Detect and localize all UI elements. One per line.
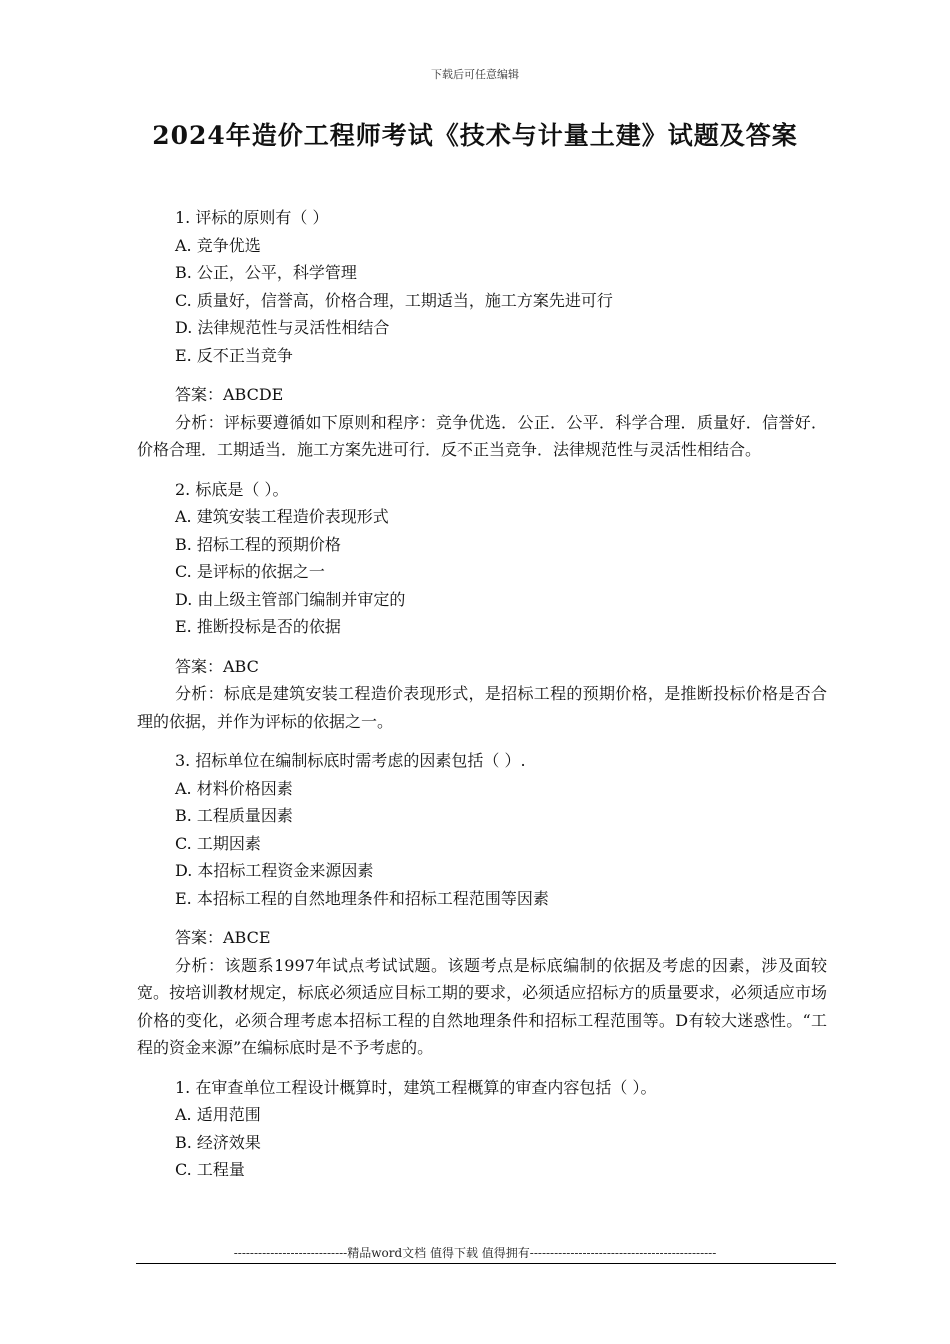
option-b: B. 公正，公平，科学管理 <box>175 263 357 282</box>
question-stem: 1. 在审查单位工程设计概算时，建筑工程概算的审查内容包括（ ）。 <box>175 1077 657 1097</box>
analysis: 分析：评标要遵循如下原则和程序：竞争优选．公正．公平．科学合理．质量好．信誉好．价格合理．工期适当．施工方案先进可行．反不正当竞争．法律规范性与灵活性相结合。 <box>137 412 827 459</box>
analysis: 分析：标底是建筑安装工程造价表现形式，是招标工程的预期价格，是推断投标价格是否合理的依据，并作为评标的依据之一。 <box>137 684 827 731</box>
footer-divider <box>136 1263 836 1264</box>
option-c: C. 是评标的依据之一 <box>175 562 325 581</box>
answer: 答案：ABC <box>175 656 259 676</box>
option-b: B. 经济效果 <box>175 1132 261 1152</box>
option-d: D. 由上级主管部门编制并审定的 <box>175 589 406 609</box>
option-e: E. 本招标工程的自然地理条件和招标工程范围等因素 <box>175 888 549 908</box>
option-d: D. 本招标工程资金来源因素 <box>175 861 374 880</box>
question-4 <box>137 1074 827 1184</box>
option-c: C. 质量好，信誉高，价格合理，工期适当，施工方案先进可行 <box>175 290 613 310</box>
footer-note: ----------------------------精品word文档 值得下载 值得拥有---------------------------------------------- <box>233 1246 717 1260</box>
header-note: 下载后可任意编辑 <box>431 68 519 81</box>
option-d: D. 法律规范性与灵活性相结合 <box>175 318 390 337</box>
question-2 <box>137 476 827 736</box>
option-e: E. 反不正当竞争 <box>175 345 293 365</box>
analysis: 分析：该题系1997年试点考试试题。该题考点是标底编制的依据及考虑的因素，涉及面较宽。按培训教材规定，标底必须适应目标工期的要求，必须适应招标方的质量要求，必须适应市场价格的变化，必须合理考虑本招标工程的自然地理条件和招标工程范围等。D有较大迷惑性。“工程的资金来源”在编标底时是不予考虑的。 <box>137 955 827 1057</box>
question-3 <box>137 747 827 1062</box>
option-c: C. 工期因素 <box>175 833 261 853</box>
option-a: A. 竞争优选 <box>175 235 261 255</box>
option-b: B. 工程质量因素 <box>175 806 293 825</box>
option-a: A. 材料价格因素 <box>175 778 293 798</box>
document-title: 2024年造价工程师考试《技术与计量土建》试题及答案 <box>152 121 798 150</box>
document-body <box>137 204 827 1184</box>
option-e: E. 推断投标是否的依据 <box>175 617 341 636</box>
option-c: C. 工程量 <box>175 1160 245 1179</box>
question-1 <box>137 204 827 464</box>
option-b: B. 招标工程的预期价格 <box>175 534 341 554</box>
option-a: A. 建筑安装工程造价表现形式 <box>175 507 389 526</box>
answer: 答案：ABCDE <box>175 385 284 404</box>
answer: 答案：ABCE <box>175 928 271 947</box>
option-a: A. 适用范围 <box>175 1105 261 1124</box>
question-stem: 3. 招标单位在编制标底时需考虑的因素包括（ ）. <box>175 751 526 770</box>
question-stem: 2. 标底是（ ）。 <box>175 479 289 499</box>
question-stem: 1. 评标的原则有（ ） <box>175 208 329 227</box>
